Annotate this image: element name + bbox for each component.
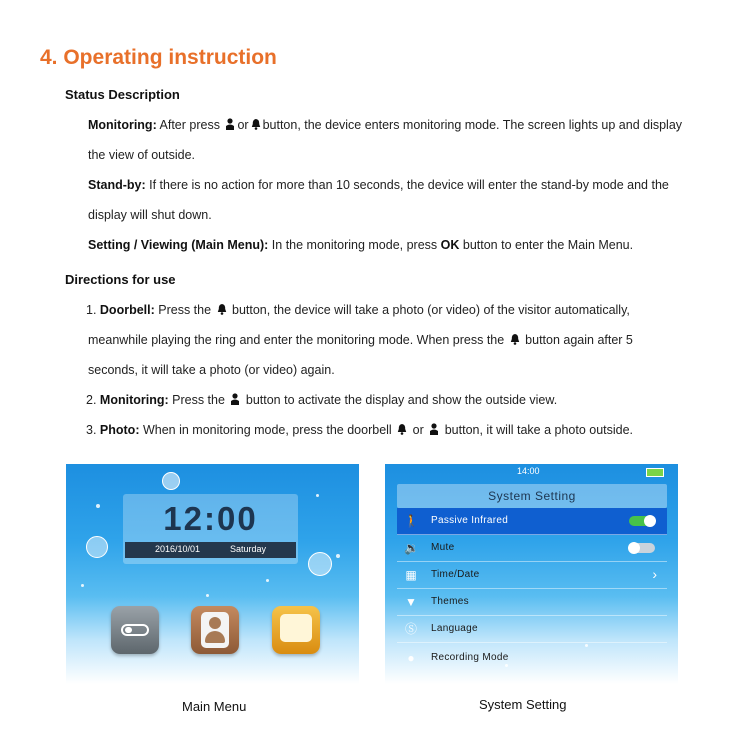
direction-3-number: 3. — [86, 423, 100, 437]
direction-1-text-d: button again after 5 — [521, 333, 633, 347]
direction-2-text-a: Press the — [168, 393, 229, 407]
ornament-ball — [162, 472, 180, 490]
calendar-icon: ▦ — [405, 568, 417, 582]
person-icon — [429, 423, 439, 435]
setting-text-a: In the monitoring mode, press — [268, 238, 441, 252]
contact-icon — [201, 612, 229, 648]
contact-app-button[interactable] — [191, 606, 239, 654]
setting-label: Mute — [431, 542, 455, 553]
standby-text-a: If there is no action for more than 10 seconds, the device will enter the stand-by mode and the — [145, 178, 669, 192]
system-setting-screenshot — [385, 464, 678, 684]
direction-2-line — [86, 393, 557, 407]
setting-label: Setting / Viewing (Main Menu): — [88, 238, 269, 252]
direction-1-text-c: meanwhile playing the ring and enter the monitoring mode. When press the — [88, 333, 508, 347]
message-app-button[interactable] — [272, 606, 320, 654]
standby-line-2: display will shut down. — [88, 208, 212, 222]
standby-line-1 — [88, 178, 669, 192]
passive-infrared-toggle[interactable] — [629, 516, 655, 526]
setting-label: Passive Infrared — [431, 515, 509, 526]
monitoring-label: Monitoring: — [88, 118, 157, 132]
bell-icon — [251, 118, 261, 130]
date-bar — [125, 542, 296, 558]
direction-3-text-b: button, it will take a photo outside. — [441, 423, 634, 437]
ok-key: OK — [440, 238, 460, 252]
bell-icon — [510, 333, 520, 345]
clock-widget — [123, 494, 298, 564]
directions-heading: Directions for use — [65, 272, 176, 287]
message-icon — [280, 614, 312, 642]
direction-3-or: or — [409, 423, 428, 437]
monitoring-direction-label: Monitoring: — [99, 393, 169, 407]
system-setting-caption: System Setting — [479, 697, 567, 712]
photo-label: Photo: — [99, 423, 140, 437]
direction-1-text-b: button, the device will take a photo (or video) of the visitor automatically, — [228, 303, 630, 317]
setting-row-language[interactable] — [397, 616, 667, 643]
ornament-ball — [308, 552, 332, 576]
settings-app-button[interactable] — [111, 606, 159, 654]
direction-1-line-1 — [86, 303, 630, 317]
direction-1-text-a: Press the — [154, 303, 215, 317]
setting-row-recording-mode[interactable] — [397, 645, 667, 671]
setting-label: Time/Date — [431, 569, 480, 580]
bell-icon — [397, 423, 407, 435]
page-title: 4. Operating instruction — [40, 46, 277, 69]
setting-row-mute[interactable] — [397, 535, 667, 562]
main-menu-caption: Main Menu — [182, 699, 247, 714]
direction-2-number: 2. — [86, 393, 100, 407]
snowflake — [96, 504, 100, 508]
settings-header — [397, 484, 667, 508]
speaker-icon: 🔉 — [404, 541, 419, 555]
language-icon: Ⓢ — [404, 622, 417, 636]
snowflake — [316, 494, 319, 497]
clock-date: 2016/10/01 — [155, 544, 201, 554]
snowflake — [206, 594, 209, 597]
status-bar — [385, 464, 678, 482]
direction-1-number: 1. — [86, 303, 100, 317]
setting-label: Recording Mode — [431, 652, 509, 663]
person-icon — [230, 393, 240, 405]
snowflake — [336, 554, 340, 558]
direction-1-line-2 — [88, 333, 633, 347]
direction-1-line-3: seconds, it will take a photo (or video) again. — [88, 363, 335, 377]
snowflake — [266, 579, 269, 582]
battery-icon — [646, 468, 664, 477]
standby-label: Stand-by: — [88, 178, 146, 192]
setting-row-passive-infrared[interactable] — [397, 508, 667, 535]
monitoring-text-a: After press — [156, 118, 224, 132]
setting-label: Language — [431, 623, 478, 634]
monitoring-line-2: the view of outside. — [88, 148, 196, 162]
mute-toggle[interactable] — [629, 543, 655, 553]
setting-row-themes[interactable] — [397, 589, 667, 616]
direction-3-line — [86, 423, 633, 437]
doorbell-label: Doorbell: — [99, 303, 155, 317]
snowflake — [81, 584, 84, 587]
setting-line — [88, 238, 633, 252]
ornament-ball — [86, 536, 108, 558]
bell-icon — [217, 303, 227, 315]
status-heading: Status Description — [65, 87, 180, 102]
shirt-icon: ▼ — [405, 595, 417, 609]
clock-day: Saturday — [229, 544, 266, 554]
setting-text-b: button to enter the Main Menu. — [459, 238, 634, 252]
setting-row-time-date[interactable] — [397, 562, 667, 589]
monitoring-line-1 — [88, 118, 682, 132]
settings-header-title: System Setting — [488, 489, 576, 503]
toggle-icon — [121, 624, 149, 636]
direction-3-text-a: When in monitoring mode, press the doorbell — [139, 423, 396, 437]
monitoring-or: or — [237, 118, 249, 132]
main-menu-screenshot — [66, 464, 359, 684]
walking-person-icon: 🚶 — [404, 514, 419, 528]
chevron-right-icon: › — [652, 566, 657, 582]
status-time: 14:00 — [517, 466, 540, 476]
person-icon — [225, 118, 235, 130]
monitoring-text-b: button, the device enters monitoring mode. The screen lights up and display — [262, 118, 683, 132]
clock-time: 12:00 — [163, 500, 258, 537]
setting-label: Themes — [431, 596, 469, 607]
camera-icon: ● — [407, 651, 415, 665]
direction-2-text-b: button to activate the display and show the outside view. — [242, 393, 558, 407]
